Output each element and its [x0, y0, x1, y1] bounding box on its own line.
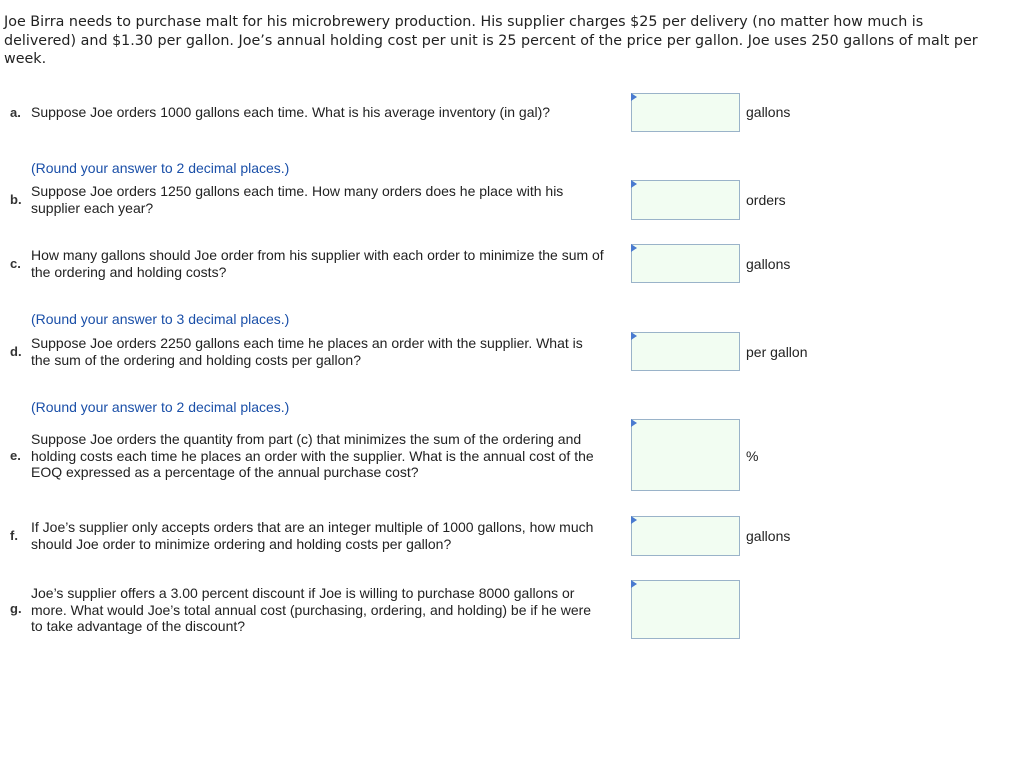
answer-input-g[interactable]	[632, 581, 739, 638]
answer-input-a[interactable]	[632, 94, 739, 131]
answer-box-c[interactable]	[631, 244, 740, 283]
answer-box-g[interactable]	[631, 580, 740, 639]
question-e-text: Suppose Joe orders the quantity from part (c) that minimizes the sum of the ordering and holding costs each time he places an order with the supplier. What is the annual cost of the EOQ expressed as a percentage of the annual purchase cost?	[31, 431, 594, 480]
round-hint-d: (Round your answer to 2 decimal places.)	[31, 399, 290, 415]
answer-box-e[interactable]	[631, 419, 740, 491]
question-a-letter: a.	[10, 105, 21, 120]
answer-box-d[interactable]	[631, 332, 740, 371]
question-d-text: Suppose Joe orders 2250 gallons each time he places an order with the supplier. What is the sum of the ordering and holding costs per gallon?	[31, 335, 583, 368]
answer-input-d[interactable]	[632, 333, 739, 370]
question-e-letter: e.	[10, 448, 21, 463]
question-a-text: Suppose Joe orders 1000 gallons each time. What is his average inventory (in gal)?	[31, 104, 551, 120]
answer-input-e[interactable]	[632, 420, 739, 490]
answer-input-c[interactable]	[632, 245, 739, 282]
answer-input-f[interactable]	[632, 517, 739, 555]
unit-label-f: gallons	[746, 528, 791, 544]
answer-box-f[interactable]	[631, 516, 740, 556]
round-hint-c: (Round your answer to 3 decimal places.)	[31, 311, 290, 327]
question-f-letter: f.	[10, 528, 18, 543]
unit-label-a: gallons	[746, 104, 791, 120]
question-f-text: If Joe’s supplier only accepts orders that are an integer multiple of 1000 gallons, how much should Joe order to minimize ordering and holding costs per gallon?	[31, 519, 594, 552]
answer-box-a[interactable]	[631, 93, 740, 132]
answer-input-b[interactable]	[632, 181, 739, 219]
unit-label-c: gallons	[746, 256, 791, 272]
unit-label-b: orders	[746, 192, 786, 208]
question-b-text: Suppose Joe orders 1250 gallons each time. How many orders does he place with his supplier each year?	[31, 183, 564, 216]
question-g-letter: g.	[10, 601, 22, 616]
question-c-text: How many gallons should Joe order from his supplier with each order to minimize the sum of the ordering and holding costs?	[31, 247, 604, 280]
unit-label-e: %	[746, 448, 759, 464]
answer-box-b[interactable]	[631, 180, 740, 220]
question-c-letter: c.	[10, 256, 21, 271]
problem-intro: Joe Birra needs to purchase malt for his microbrewery production. His supplier charges $25 per delivery (no matter how much is delivered) and $1.30 per gallon. Joe’s annual holding cost per unit is 25 percent of the price per gallon. Joe uses 250 gallons of malt per week.	[4, 14, 978, 67]
question-g-text: Joe’s supplier offers a 3.00 percent discount if Joe is willing to purchase 8000 gallons or more. What would Joe’s total annual cost (purchasing, ordering, and holding) be if he were to take advantage of the discount?	[31, 585, 592, 634]
unit-label-d: per gallon	[746, 344, 808, 360]
question-d-letter: d.	[10, 344, 22, 359]
question-b-letter: b.	[10, 192, 22, 207]
round-hint-a: (Round your answer to 2 decimal places.)	[31, 160, 290, 176]
